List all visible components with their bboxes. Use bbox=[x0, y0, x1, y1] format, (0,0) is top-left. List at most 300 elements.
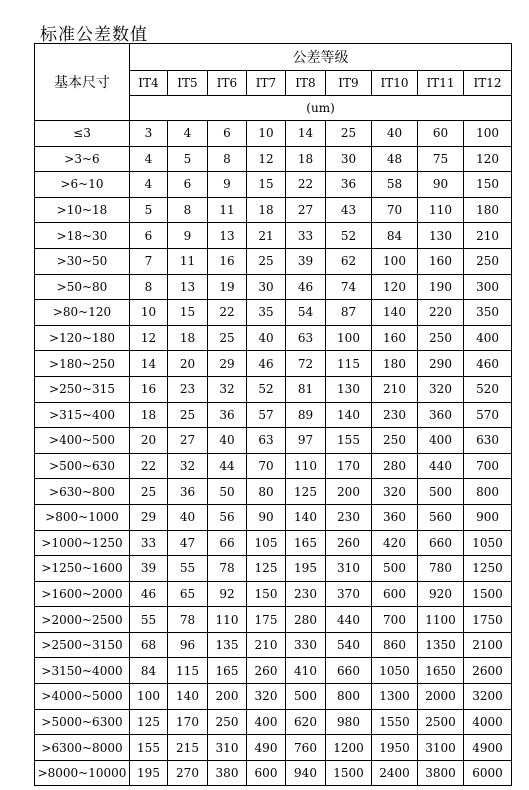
tolerance-value-cell: 130 bbox=[418, 223, 464, 249]
size-range-cell: >180~250 bbox=[35, 351, 130, 377]
tolerance-value-cell: 320 bbox=[372, 479, 418, 505]
tolerance-value-cell: 72 bbox=[286, 351, 326, 377]
tolerance-value-cell: 68 bbox=[130, 632, 168, 658]
tolerance-value-cell: 860 bbox=[372, 632, 418, 658]
tolerance-value-cell: 7 bbox=[130, 248, 168, 274]
tolerance-value-cell: 230 bbox=[286, 581, 326, 607]
tolerance-value-cell: 100 bbox=[464, 121, 512, 147]
tolerance-value-cell: 23 bbox=[168, 376, 208, 402]
size-range-cell: >3150~4000 bbox=[35, 658, 130, 684]
tolerance-value-cell: 25 bbox=[247, 248, 286, 274]
tolerance-value-cell: 120 bbox=[372, 274, 418, 300]
size-range-cell: >315~400 bbox=[35, 402, 130, 428]
tolerance-value-cell: 1050 bbox=[372, 658, 418, 684]
grade-header-cell: IT5 bbox=[168, 71, 208, 96]
tolerance-value-cell: 250 bbox=[418, 325, 464, 351]
tolerance-value-cell: 90 bbox=[247, 504, 286, 530]
tolerance-value-cell: 360 bbox=[372, 504, 418, 530]
table-row bbox=[35, 760, 512, 786]
tolerance-value-cell: 140 bbox=[326, 402, 372, 428]
tolerance-value-cell: 600 bbox=[372, 581, 418, 607]
tolerance-value-cell: 110 bbox=[286, 453, 326, 479]
tolerance-value-cell: 4 bbox=[168, 121, 208, 147]
tolerance-value-cell: 74 bbox=[326, 274, 372, 300]
tolerance-grade-header: 公差等级 bbox=[130, 44, 512, 71]
tolerance-value-cell: 195 bbox=[286, 556, 326, 582]
tolerance-value-cell: 560 bbox=[418, 504, 464, 530]
table-row bbox=[35, 121, 512, 147]
tolerance-value-cell: 14 bbox=[286, 121, 326, 147]
tolerance-value-cell: 6000 bbox=[464, 760, 512, 786]
tolerance-value-cell: 11 bbox=[168, 248, 208, 274]
tolerance-value-cell: 180 bbox=[372, 351, 418, 377]
tolerance-value-cell: 105 bbox=[247, 530, 286, 556]
tolerance-value-cell: 460 bbox=[464, 351, 512, 377]
tolerance-value-cell: 9 bbox=[208, 172, 247, 198]
tolerance-value-cell: 1500 bbox=[326, 760, 372, 786]
tolerance-value-cell: 660 bbox=[326, 658, 372, 684]
tolerance-value-cell: 600 bbox=[247, 760, 286, 786]
tolerance-value-cell: 18 bbox=[130, 402, 168, 428]
tolerance-value-cell: 63 bbox=[247, 428, 286, 454]
table-row bbox=[35, 428, 512, 454]
tolerance-value-cell: 32 bbox=[168, 453, 208, 479]
tolerance-value-cell: 110 bbox=[418, 197, 464, 223]
tolerance-value-cell: 940 bbox=[286, 760, 326, 786]
tolerance-value-cell: 520 bbox=[464, 376, 512, 402]
tolerance-value-cell: 150 bbox=[464, 172, 512, 198]
table-row bbox=[35, 658, 512, 684]
tolerance-value-cell: 60 bbox=[418, 121, 464, 147]
tolerance-value-cell: 25 bbox=[168, 402, 208, 428]
tolerance-value-cell: 1350 bbox=[418, 632, 464, 658]
tolerance-value-cell: 320 bbox=[418, 376, 464, 402]
tolerance-value-cell: 87 bbox=[326, 300, 372, 326]
tolerance-value-cell: 20 bbox=[168, 351, 208, 377]
tolerance-value-cell: 125 bbox=[130, 709, 168, 735]
tolerance-value-cell: 6 bbox=[168, 172, 208, 198]
tolerance-value-cell: 8 bbox=[168, 197, 208, 223]
table-row bbox=[35, 453, 512, 479]
tolerance-value-cell: 2600 bbox=[464, 658, 512, 684]
tolerance-value-cell: 370 bbox=[326, 581, 372, 607]
table-row bbox=[35, 197, 512, 223]
tolerance-value-cell: 48 bbox=[372, 146, 418, 172]
tolerance-value-cell: 125 bbox=[247, 556, 286, 582]
tolerance-value-cell: 12 bbox=[130, 325, 168, 351]
size-range-cell: >1000~1250 bbox=[35, 530, 130, 556]
tolerance-value-cell: 220 bbox=[418, 300, 464, 326]
size-range-cell: >1600~2000 bbox=[35, 581, 130, 607]
tolerance-value-cell: 490 bbox=[247, 735, 286, 761]
tolerance-value-cell: 63 bbox=[286, 325, 326, 351]
tolerance-value-cell: 11 bbox=[208, 197, 247, 223]
tolerance-value-cell: 50 bbox=[208, 479, 247, 505]
tolerance-value-cell: 1250 bbox=[464, 556, 512, 582]
tolerance-value-cell: 1500 bbox=[464, 581, 512, 607]
tolerance-value-cell: 310 bbox=[326, 556, 372, 582]
tolerance-value-cell: 20 bbox=[130, 428, 168, 454]
tolerance-value-cell: 210 bbox=[464, 223, 512, 249]
table-row bbox=[35, 300, 512, 326]
tolerance-value-cell: 52 bbox=[326, 223, 372, 249]
grade-header-cell: IT8 bbox=[286, 71, 326, 96]
tolerance-value-cell: 1050 bbox=[464, 530, 512, 556]
tolerance-value-cell: 8 bbox=[130, 274, 168, 300]
tolerance-value-cell: 47 bbox=[168, 530, 208, 556]
tolerance-value-cell: 155 bbox=[326, 428, 372, 454]
tolerance-value-cell: 18 bbox=[286, 146, 326, 172]
tolerance-value-cell: 125 bbox=[286, 479, 326, 505]
size-range-cell: >10~18 bbox=[35, 197, 130, 223]
tolerance-value-cell: 29 bbox=[130, 504, 168, 530]
table-row bbox=[35, 581, 512, 607]
tolerance-value-cell: 760 bbox=[286, 735, 326, 761]
tolerance-value-cell: 5 bbox=[130, 197, 168, 223]
table-row bbox=[35, 351, 512, 377]
tolerance-value-cell: 500 bbox=[372, 556, 418, 582]
size-range-cell: >4000~5000 bbox=[35, 684, 130, 710]
tolerance-value-cell: 56 bbox=[208, 504, 247, 530]
tolerance-value-cell: 3200 bbox=[464, 684, 512, 710]
tolerance-value-cell: 2000 bbox=[418, 684, 464, 710]
tolerance-value-cell: 250 bbox=[372, 428, 418, 454]
tolerance-value-cell: 32 bbox=[208, 376, 247, 402]
tolerance-value-cell: 19 bbox=[208, 274, 247, 300]
tolerance-value-cell: 39 bbox=[130, 556, 168, 582]
tolerance-value-cell: 1750 bbox=[464, 607, 512, 633]
tolerance-value-cell: 410 bbox=[286, 658, 326, 684]
tolerance-value-cell: 1100 bbox=[418, 607, 464, 633]
tolerance-value-cell: 3 bbox=[130, 121, 168, 147]
tolerance-value-cell: 100 bbox=[326, 325, 372, 351]
tolerance-value-cell: 175 bbox=[247, 607, 286, 633]
tolerance-value-cell: 100 bbox=[130, 684, 168, 710]
tolerance-value-cell: 15 bbox=[247, 172, 286, 198]
tolerance-value-cell: 440 bbox=[418, 453, 464, 479]
tolerance-value-cell: 70 bbox=[372, 197, 418, 223]
size-range-cell: >800~1000 bbox=[35, 504, 130, 530]
tolerance-value-cell: 33 bbox=[130, 530, 168, 556]
tolerance-value-cell: 115 bbox=[326, 351, 372, 377]
tolerance-value-cell: 6 bbox=[130, 223, 168, 249]
tolerance-value-cell: 160 bbox=[418, 248, 464, 274]
tolerance-value-cell: 200 bbox=[208, 684, 247, 710]
size-range-cell: >6300~8000 bbox=[35, 735, 130, 761]
tolerance-value-cell: 360 bbox=[418, 402, 464, 428]
tolerance-value-cell: 10 bbox=[247, 121, 286, 147]
tolerance-value-cell: 620 bbox=[286, 709, 326, 735]
tolerance-value-cell: 36 bbox=[208, 402, 247, 428]
tolerance-value-cell: 700 bbox=[372, 607, 418, 633]
tolerance-value-cell: 120 bbox=[464, 146, 512, 172]
tolerance-value-cell: 90 bbox=[418, 172, 464, 198]
table-row bbox=[35, 632, 512, 658]
size-range-cell: >18~30 bbox=[35, 223, 130, 249]
tolerance-value-cell: 75 bbox=[418, 146, 464, 172]
tolerance-value-cell: 170 bbox=[326, 453, 372, 479]
grade-header-cell: IT10 bbox=[372, 71, 418, 96]
tolerance-value-cell: 3800 bbox=[418, 760, 464, 786]
tolerance-value-cell: 350 bbox=[464, 300, 512, 326]
tolerance-value-cell: 9 bbox=[168, 223, 208, 249]
tolerance-value-cell: 280 bbox=[372, 453, 418, 479]
tolerance-value-cell: 25 bbox=[208, 325, 247, 351]
tolerance-value-cell: 1300 bbox=[372, 684, 418, 710]
tolerance-value-cell: 22 bbox=[286, 172, 326, 198]
table-row bbox=[35, 684, 512, 710]
tolerance-value-cell: 165 bbox=[286, 530, 326, 556]
tolerance-value-cell: 380 bbox=[208, 760, 247, 786]
tolerance-value-cell: 40 bbox=[208, 428, 247, 454]
tolerance-value-cell: 18 bbox=[168, 325, 208, 351]
tolerance-value-cell: 44 bbox=[208, 453, 247, 479]
tolerance-value-cell: 920 bbox=[418, 581, 464, 607]
size-range-cell: >5000~6300 bbox=[35, 709, 130, 735]
tolerance-value-cell: 10 bbox=[130, 300, 168, 326]
size-range-cell: >500~630 bbox=[35, 453, 130, 479]
grade-header-cell: IT11 bbox=[418, 71, 464, 96]
tolerance-value-cell: 40 bbox=[372, 121, 418, 147]
table-row bbox=[35, 607, 512, 633]
tolerance-value-cell: 27 bbox=[286, 197, 326, 223]
tolerance-value-cell: 54 bbox=[286, 300, 326, 326]
tolerance-value-cell: 210 bbox=[247, 632, 286, 658]
tolerance-value-cell: 57 bbox=[247, 402, 286, 428]
size-range-cell: ≤3 bbox=[35, 121, 130, 147]
tolerance-value-cell: 92 bbox=[208, 581, 247, 607]
tolerance-value-cell: 14 bbox=[130, 351, 168, 377]
size-range-cell: >6~10 bbox=[35, 172, 130, 198]
tolerance-value-cell: 135 bbox=[208, 632, 247, 658]
tolerance-value-cell: 660 bbox=[418, 530, 464, 556]
tolerance-value-cell: 3100 bbox=[418, 735, 464, 761]
tolerance-value-cell: 400 bbox=[247, 709, 286, 735]
tolerance-value-cell: 165 bbox=[208, 658, 247, 684]
tolerance-value-cell: 800 bbox=[326, 684, 372, 710]
tolerance-value-cell: 18 bbox=[247, 197, 286, 223]
table-row bbox=[35, 172, 512, 198]
tolerance-value-cell: 1950 bbox=[372, 735, 418, 761]
tolerance-value-cell: 46 bbox=[130, 581, 168, 607]
tolerance-value-cell: 65 bbox=[168, 581, 208, 607]
tolerance-value-cell: 27 bbox=[168, 428, 208, 454]
tolerance-value-cell: 33 bbox=[286, 223, 326, 249]
tolerance-value-cell: 96 bbox=[168, 632, 208, 658]
tolerance-value-cell: 400 bbox=[464, 325, 512, 351]
size-range-cell: >400~500 bbox=[35, 428, 130, 454]
tolerance-value-cell: 540 bbox=[326, 632, 372, 658]
tolerance-value-cell: 420 bbox=[372, 530, 418, 556]
size-range-cell: >1250~1600 bbox=[35, 556, 130, 582]
tolerance-value-cell: 4 bbox=[130, 146, 168, 172]
tolerance-value-cell: 25 bbox=[130, 479, 168, 505]
tolerance-value-cell: 70 bbox=[247, 453, 286, 479]
tolerance-value-cell: 250 bbox=[464, 248, 512, 274]
tolerance-value-cell: 46 bbox=[247, 351, 286, 377]
tolerance-value-cell: 55 bbox=[168, 556, 208, 582]
tolerance-value-cell: 4 bbox=[130, 172, 168, 198]
tolerance-value-cell: 8 bbox=[208, 146, 247, 172]
tolerance-value-cell: 280 bbox=[286, 607, 326, 633]
tolerance-value-cell: 170 bbox=[168, 709, 208, 735]
tolerance-value-cell: 81 bbox=[286, 376, 326, 402]
table-row bbox=[35, 530, 512, 556]
table-row bbox=[35, 709, 512, 735]
size-range-cell: >120~180 bbox=[35, 325, 130, 351]
tolerance-value-cell: 78 bbox=[168, 607, 208, 633]
tolerance-value-cell: 97 bbox=[286, 428, 326, 454]
tolerance-value-cell: 500 bbox=[418, 479, 464, 505]
tolerance-value-cell: 140 bbox=[286, 504, 326, 530]
table-row bbox=[35, 146, 512, 172]
tolerance-value-cell: 55 bbox=[130, 607, 168, 633]
tolerance-value-cell: 400 bbox=[418, 428, 464, 454]
tolerance-value-cell: 5 bbox=[168, 146, 208, 172]
size-range-cell: >50~80 bbox=[35, 274, 130, 300]
table-row bbox=[35, 248, 512, 274]
size-range-cell: >250~315 bbox=[35, 376, 130, 402]
tolerance-value-cell: 230 bbox=[326, 504, 372, 530]
tolerance-value-cell: 1200 bbox=[326, 735, 372, 761]
tolerance-value-cell: 36 bbox=[326, 172, 372, 198]
table-row bbox=[35, 402, 512, 428]
tolerance-value-cell: 100 bbox=[372, 248, 418, 274]
table-row bbox=[35, 223, 512, 249]
tolerance-value-cell: 330 bbox=[286, 632, 326, 658]
unit-label: (um) bbox=[130, 96, 512, 121]
tolerance-value-cell: 270 bbox=[168, 760, 208, 786]
tolerance-value-cell: 43 bbox=[326, 197, 372, 223]
tolerance-value-cell: 40 bbox=[247, 325, 286, 351]
tolerance-value-cell: 62 bbox=[326, 248, 372, 274]
table-row bbox=[35, 735, 512, 761]
tolerance-value-cell: 200 bbox=[326, 479, 372, 505]
size-range-cell: >3~6 bbox=[35, 146, 130, 172]
table-row bbox=[35, 325, 512, 351]
grade-header-cell: IT7 bbox=[247, 71, 286, 96]
table-row bbox=[35, 479, 512, 505]
size-range-cell: >2500~3150 bbox=[35, 632, 130, 658]
tolerance-value-cell: 39 bbox=[286, 248, 326, 274]
tolerance-value-cell: 66 bbox=[208, 530, 247, 556]
tolerance-value-cell: 140 bbox=[372, 300, 418, 326]
tolerance-value-cell: 780 bbox=[418, 556, 464, 582]
tolerance-value-cell: 84 bbox=[372, 223, 418, 249]
tolerance-value-cell: 36 bbox=[168, 479, 208, 505]
tolerance-value-cell: 29 bbox=[208, 351, 247, 377]
tolerance-value-cell: 58 bbox=[372, 172, 418, 198]
tolerance-value-cell: 800 bbox=[464, 479, 512, 505]
tolerance-value-cell: 570 bbox=[464, 402, 512, 428]
tolerance-value-cell: 25 bbox=[326, 121, 372, 147]
tolerance-value-cell: 195 bbox=[130, 760, 168, 786]
tolerance-value-cell: 290 bbox=[418, 351, 464, 377]
tolerance-value-cell: 180 bbox=[464, 197, 512, 223]
table-row bbox=[35, 504, 512, 530]
tolerance-value-cell: 310 bbox=[208, 735, 247, 761]
size-range-cell: >30~50 bbox=[35, 248, 130, 274]
tolerance-value-cell: 210 bbox=[372, 376, 418, 402]
tolerance-value-cell: 2400 bbox=[372, 760, 418, 786]
tolerance-value-cell: 155 bbox=[130, 735, 168, 761]
tolerance-value-cell: 16 bbox=[130, 376, 168, 402]
tolerance-value-cell: 46 bbox=[286, 274, 326, 300]
tolerance-value-cell: 260 bbox=[326, 530, 372, 556]
tolerance-value-cell: 230 bbox=[372, 402, 418, 428]
table-row bbox=[35, 556, 512, 582]
tolerance-value-cell: 13 bbox=[208, 223, 247, 249]
tolerance-value-cell: 190 bbox=[418, 274, 464, 300]
tolerance-value-cell: 84 bbox=[130, 658, 168, 684]
tolerance-value-cell: 440 bbox=[326, 607, 372, 633]
tolerance-value-cell: 160 bbox=[372, 325, 418, 351]
tolerance-value-cell: 150 bbox=[247, 581, 286, 607]
tolerance-value-cell: 89 bbox=[286, 402, 326, 428]
tolerance-value-cell: 15 bbox=[168, 300, 208, 326]
tolerance-value-cell: 78 bbox=[208, 556, 247, 582]
grade-header-cell: IT4 bbox=[130, 71, 168, 96]
tolerance-value-cell: 21 bbox=[247, 223, 286, 249]
tolerance-value-cell: 500 bbox=[286, 684, 326, 710]
size-range-cell: >2000~2500 bbox=[35, 607, 130, 633]
size-range-cell: >630~800 bbox=[35, 479, 130, 505]
tolerance-value-cell: 900 bbox=[464, 504, 512, 530]
table-row bbox=[35, 376, 512, 402]
size-range-cell: >8000~10000 bbox=[35, 760, 130, 786]
tolerance-value-cell: 13 bbox=[168, 274, 208, 300]
tolerance-value-cell: 980 bbox=[326, 709, 372, 735]
tolerance-value-cell: 4900 bbox=[464, 735, 512, 761]
tolerance-value-cell: 140 bbox=[168, 684, 208, 710]
tolerance-value-cell: 215 bbox=[168, 735, 208, 761]
tolerance-value-cell: 2100 bbox=[464, 632, 512, 658]
tolerance-value-cell: 2500 bbox=[418, 709, 464, 735]
tolerance-value-cell: 110 bbox=[208, 607, 247, 633]
tolerance-value-cell: 130 bbox=[326, 376, 372, 402]
tolerance-value-cell: 30 bbox=[326, 146, 372, 172]
tolerance-value-cell: 300 bbox=[464, 274, 512, 300]
tolerance-value-cell: 40 bbox=[168, 504, 208, 530]
tolerance-value-cell: 115 bbox=[168, 658, 208, 684]
tolerance-value-cell: 80 bbox=[247, 479, 286, 505]
size-range-cell: >80~120 bbox=[35, 300, 130, 326]
tolerance-table bbox=[34, 43, 512, 786]
page-title: 标准公差数值 bbox=[40, 25, 148, 45]
tolerance-value-cell: 6 bbox=[208, 121, 247, 147]
tolerance-value-cell: 22 bbox=[208, 300, 247, 326]
tolerance-value-cell: 16 bbox=[208, 248, 247, 274]
tolerance-value-cell: 52 bbox=[247, 376, 286, 402]
tolerance-value-cell: 320 bbox=[247, 684, 286, 710]
tolerance-value-cell: 35 bbox=[247, 300, 286, 326]
grade-header-cell: IT9 bbox=[326, 71, 372, 96]
grade-header-cell: IT12 bbox=[464, 71, 512, 96]
grade-header-cell: IT6 bbox=[208, 71, 247, 96]
tolerance-value-cell: 22 bbox=[130, 453, 168, 479]
table-row bbox=[35, 274, 512, 300]
tolerance-value-cell: 630 bbox=[464, 428, 512, 454]
tolerance-value-cell: 260 bbox=[247, 658, 286, 684]
tolerance-value-cell: 250 bbox=[208, 709, 247, 735]
tolerance-value-cell: 30 bbox=[247, 274, 286, 300]
tolerance-value-cell: 1650 bbox=[418, 658, 464, 684]
tolerance-value-cell: 700 bbox=[464, 453, 512, 479]
basic-size-header: 基本尺寸 bbox=[35, 44, 130, 121]
tolerance-value-cell: 12 bbox=[247, 146, 286, 172]
tolerance-value-cell: 1550 bbox=[372, 709, 418, 735]
tolerance-value-cell: 4000 bbox=[464, 709, 512, 735]
